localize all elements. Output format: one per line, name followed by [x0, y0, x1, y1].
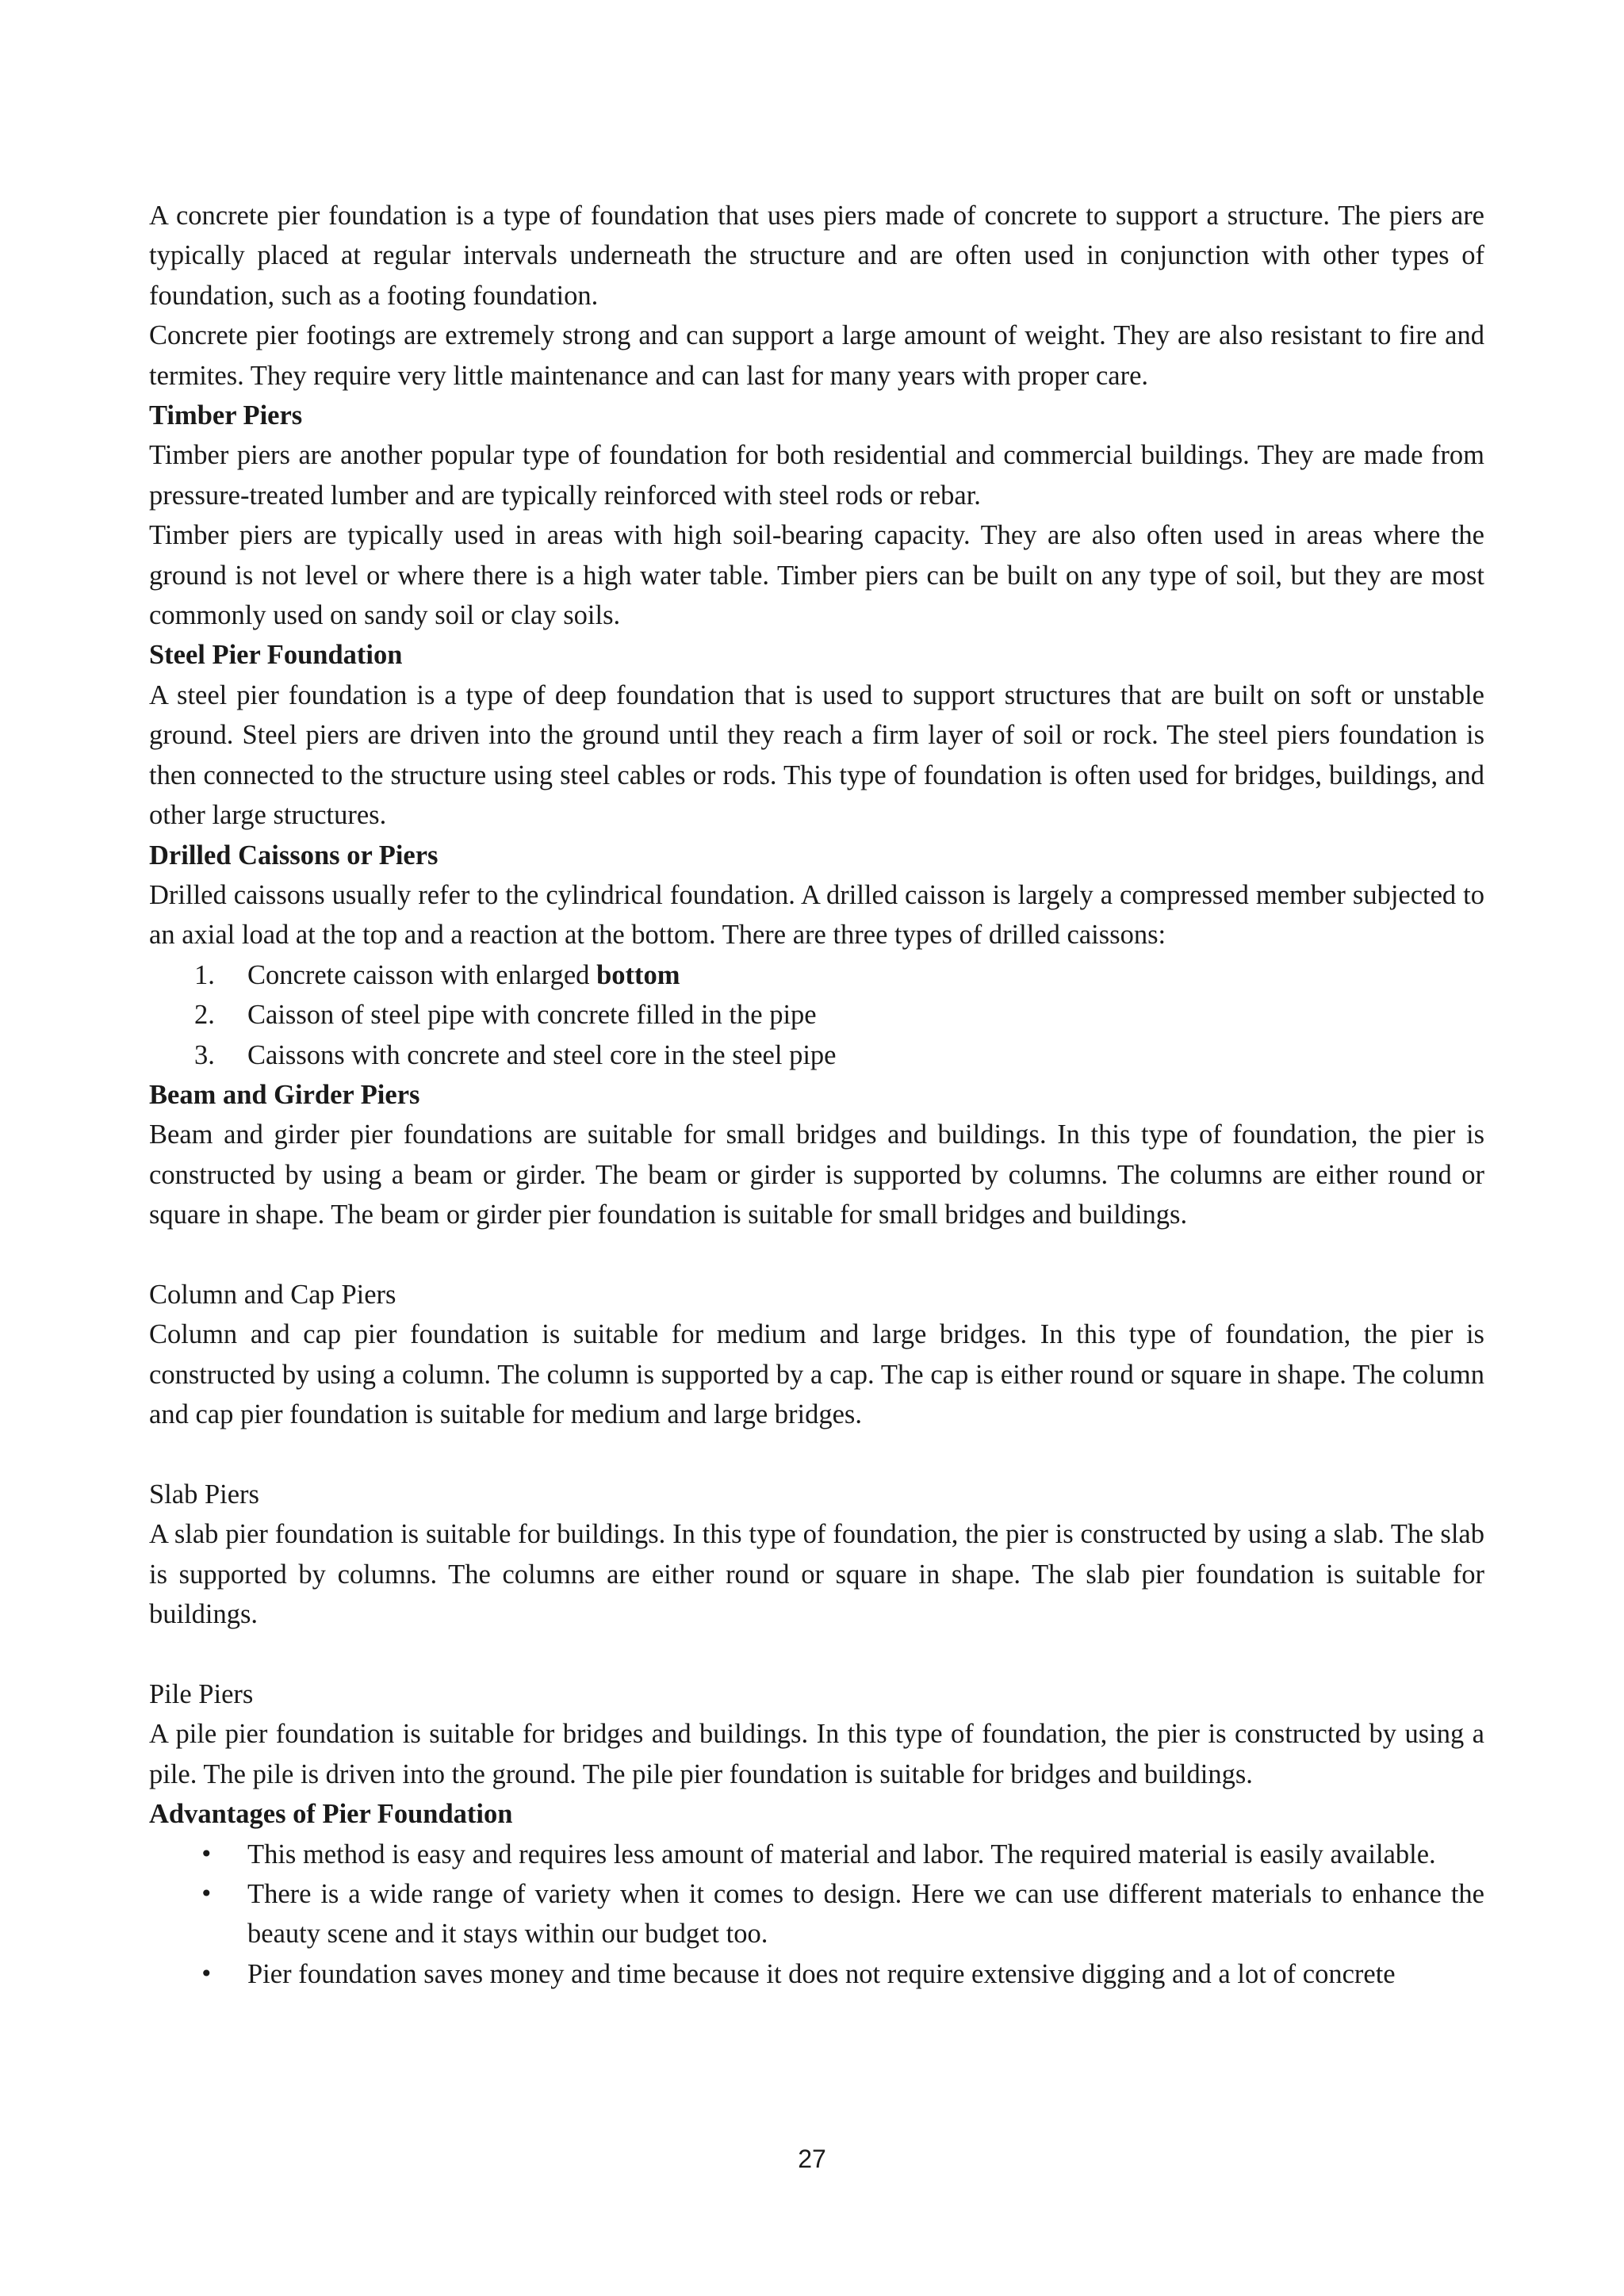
- list-item: [149, 995, 1484, 1035]
- column-cap-heading: Column and Cap Piers: [149, 1279, 396, 1310]
- list-item-number: 2.: [194, 1000, 215, 1031]
- caisson-types-list: [149, 955, 1484, 1075]
- beam-girder-heading: Beam and Girder Piers: [149, 1079, 420, 1110]
- list-item-text: Caisson of steel pipe with concrete filled in the pipe: [247, 1000, 817, 1031]
- column-paragraph-1: Column and cap pier foundation is suitable for medium and large bridges. In this type of foundation, the pier is constructed by using a column. The column is supported by a cap. The cap is either round or square in shape. The column and cap pier foundation is suitable for medium and large bridges.: [149, 1319, 1484, 1430]
- list-item-text: Pier foundation saves money and time because it does not require extensive digging and a lot of concrete: [247, 1958, 1396, 1989]
- steel-paragraph-1: A steel pier foundation is a type of deep foundation that is used to support structures that are built on soft or unstable ground. Steel piers are driven into the ground until they reach a firm layer of soil or rock. The steel piers foundation is then connected to the structure using steel cables or rods. This type of foundation is often used for bridges, buildings, and other large structures.: [149, 679, 1484, 831]
- list-item: [149, 1954, 1484, 1994]
- timber-paragraph-2: Timber piers are typically used in areas with high soil-bearing capacity. They are also often used in areas where the ground is not level or where there is a high water table. Timber piers can be built on any type of soil, but they are most commonly used on sandy soil or clay soils.: [149, 520, 1484, 631]
- bullet-icon: •: [200, 1960, 213, 1987]
- list-item-text: Concrete caisson with enlarged: [247, 959, 597, 990]
- pile-paragraph-1: A pile pier foundation is suitable for bridges and buildings. In this type of foundation, the pier is constructed by using a pile. The pile is driven into the ground. The pile pier foundation is suitable for bridges and buildings.: [149, 1719, 1484, 1789]
- list-item: [149, 955, 1484, 995]
- spacer: [149, 1235, 1484, 1275]
- list-item: [149, 1035, 1484, 1075]
- timber-paragraph-1: Timber piers are another popular type of foundation for both residential and commercial buildings. They are made from pressure-treated lumber and are typically reinforced with steel rods or rebar.: [149, 440, 1484, 511]
- list-item-text: There is a wide range of variety when it comes to design. Here we can use different materials to enhance the beauty scene and it stays within our budget too.: [247, 1879, 1484, 1950]
- list-item-text: Caissons with concrete and steel core in the steel pipe: [247, 1039, 837, 1070]
- document-body: [149, 196, 1484, 1994]
- advantages-heading: Advantages of Pier Foundation: [149, 1799, 513, 1830]
- spacer: [149, 1435, 1484, 1475]
- slab-piers-heading: Slab Piers: [149, 1479, 259, 1510]
- list-item-text: This method is easy and requires less amount of material and labor. The required material is easily available.: [247, 1839, 1436, 1869]
- bullet-icon: •: [200, 1881, 213, 1908]
- bullet-icon: •: [200, 1840, 213, 1867]
- page-number: 27: [798, 2145, 826, 2173]
- list-item: [149, 1874, 1484, 1954]
- drilled-caissons-heading: Drilled Caissons or Piers: [149, 840, 439, 871]
- list-item-bold-text: bottom: [596, 959, 680, 990]
- intro-paragraph-1: A concrete pier foundation is a type of foundation that uses piers made of concrete to support a structure. The piers are typically placed at regular intervals underneath the structure and are often used in conjunction with other types of foundation, such as a footing foundation.: [149, 201, 1484, 311]
- list-item-number: 3.: [194, 1039, 215, 1070]
- timber-piers-heading: Timber Piers: [149, 400, 303, 431]
- spacer: [149, 1635, 1484, 1674]
- intro-paragraph-2: Concrete pier footings are extremely strong and can support a large amount of weight. They are also resistant to fire and termites. They require very little maintenance and can last for many years with proper care.: [149, 320, 1484, 391]
- beam-paragraph-1: Beam and girder pier foundations are suitable for small bridges and buildings. In this type of foundation, the pier is constructed by using a beam or girder. The beam or girder is supported by columns. The columns are either round or square in shape. The beam or girder pier foundation is suitable for small bridges and buildings.: [149, 1119, 1484, 1230]
- list-item-number: 1.: [194, 959, 215, 990]
- steel-pier-heading: Steel Pier Foundation: [149, 640, 403, 671]
- list-item: [149, 1835, 1484, 1874]
- advantages-list: [149, 1835, 1484, 1995]
- caissons-paragraph-1: Drilled caissons usually refer to the cylindrical foundation. A drilled caisson is largely a compressed member subjected to an axial load at the top and a reaction at the bottom. There are three types of drilled caissons:: [149, 879, 1484, 951]
- pile-piers-heading: Pile Piers: [149, 1678, 254, 1709]
- slab-paragraph-1: A slab pier foundation is suitable for buildings. In this type of foundation, the pier is constructed by using a slab. The slab is supported by columns. The columns are either round or square in shape. The slab pier foundation is suitable for buildings.: [149, 1519, 1484, 1630]
